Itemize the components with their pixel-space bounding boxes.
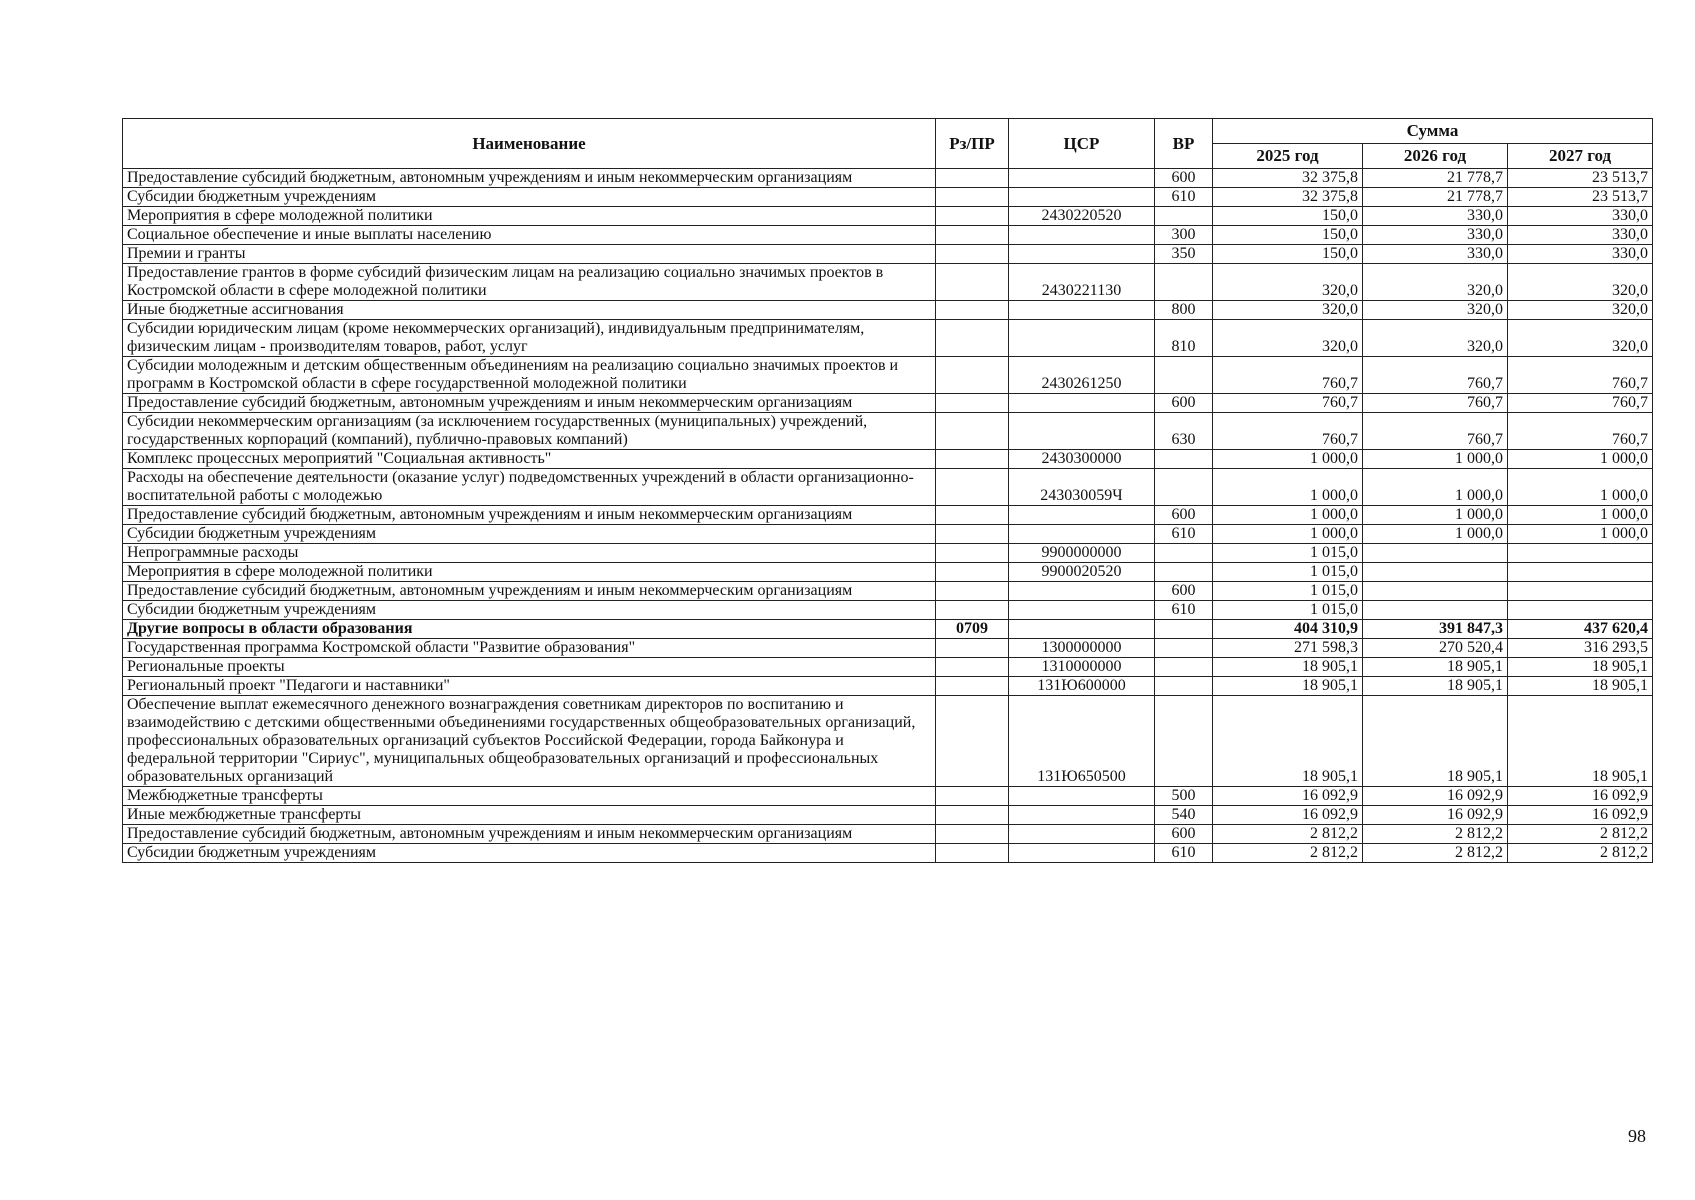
table-row bbox=[123, 301, 1653, 320]
cell-sum-2025: 1 015,0 bbox=[1213, 582, 1363, 601]
cell-name: Предоставление грантов в форме субсидий физическим лицам на реализацию социально значимых проектов в Костромской области в сфере молодежной политики bbox=[123, 264, 936, 301]
cell-vr bbox=[1155, 544, 1213, 563]
cell-vr bbox=[1155, 469, 1213, 506]
cell-name: Предоставление субсидий бюджетным, автономным учреждениям и иным некоммерческим организациям bbox=[123, 582, 936, 601]
cell-sum-2025: 760,7 bbox=[1213, 413, 1363, 450]
cell-sum-2025: 271 598,3 bbox=[1213, 639, 1363, 658]
cell-rzpr bbox=[936, 787, 1009, 806]
cell-name: Субсидии бюджетным учреждениям bbox=[123, 188, 936, 207]
cell-csr bbox=[1009, 582, 1155, 601]
table-row bbox=[123, 169, 1653, 188]
budget-table bbox=[122, 118, 1653, 863]
cell-sum-2027 bbox=[1508, 601, 1653, 620]
cell-name: Субсидии юридическим лицам (кроме некоммерческих организаций), индивидуальным предпринимателям, физическим лицам - производителям товаров, работ, услуг bbox=[123, 320, 936, 357]
cell-sum-2026: 21 778,7 bbox=[1363, 188, 1508, 207]
cell-sum-2026: 21 778,7 bbox=[1363, 169, 1508, 188]
cell-csr: 9900020520 bbox=[1009, 563, 1155, 582]
cell-sum-2027 bbox=[1508, 582, 1653, 601]
table-row bbox=[123, 844, 1653, 863]
cell-vr: 350 bbox=[1155, 245, 1213, 264]
cell-csr: 243030059Ч bbox=[1009, 469, 1155, 506]
cell-sum-2027: 1 000,0 bbox=[1508, 506, 1653, 525]
cell-sum-2027: 2 812,2 bbox=[1508, 844, 1653, 863]
cell-sum-2025: 2 812,2 bbox=[1213, 844, 1363, 863]
table-row bbox=[123, 413, 1653, 450]
cell-sum-2025: 1 015,0 bbox=[1213, 563, 1363, 582]
cell-sum-2025: 1 000,0 bbox=[1213, 469, 1363, 506]
cell-sum-2026: 18 905,1 bbox=[1363, 696, 1508, 787]
cell-rzpr bbox=[936, 525, 1009, 544]
cell-vr bbox=[1155, 696, 1213, 787]
table-row bbox=[123, 188, 1653, 207]
cell-rzpr bbox=[936, 357, 1009, 394]
cell-csr bbox=[1009, 169, 1155, 188]
cell-rzpr bbox=[936, 207, 1009, 226]
cell-csr bbox=[1009, 787, 1155, 806]
cell-vr: 600 bbox=[1155, 394, 1213, 413]
cell-sum-2025: 150,0 bbox=[1213, 245, 1363, 264]
cell-csr bbox=[1009, 806, 1155, 825]
table-row bbox=[123, 563, 1653, 582]
cell-rzpr bbox=[936, 245, 1009, 264]
cell-rzpr bbox=[936, 188, 1009, 207]
cell-vr: 610 bbox=[1155, 188, 1213, 207]
cell-rzpr bbox=[936, 506, 1009, 525]
cell-rzpr bbox=[936, 544, 1009, 563]
cell-csr bbox=[1009, 394, 1155, 413]
cell-name: Субсидии некоммерческим организациям (за исключением государственных (муниципальных) учреждений, государственных корпораций (компаний), публично-правовых компаний) bbox=[123, 413, 936, 450]
cell-sum-2027: 1 000,0 bbox=[1508, 525, 1653, 544]
table-row bbox=[123, 620, 1653, 639]
page-number: 98 bbox=[1628, 1126, 1646, 1146]
table-row bbox=[123, 394, 1653, 413]
cell-sum-2026: 330,0 bbox=[1363, 245, 1508, 264]
cell-vr bbox=[1155, 639, 1213, 658]
cell-sum-2027 bbox=[1508, 563, 1653, 582]
cell-rzpr bbox=[936, 320, 1009, 357]
cell-vr bbox=[1155, 563, 1213, 582]
cell-sum-2027: 760,7 bbox=[1508, 357, 1653, 394]
cell-sum-2026: 270 520,4 bbox=[1363, 639, 1508, 658]
table-row bbox=[123, 506, 1653, 525]
cell-vr: 600 bbox=[1155, 169, 1213, 188]
cell-vr: 600 bbox=[1155, 582, 1213, 601]
cell-sum-2025: 1 015,0 bbox=[1213, 544, 1363, 563]
cell-sum-2026: 320,0 bbox=[1363, 301, 1508, 320]
cell-sum-2026: 18 905,1 bbox=[1363, 658, 1508, 677]
table-body bbox=[123, 169, 1653, 863]
cell-vr bbox=[1155, 658, 1213, 677]
cell-sum-2026: 1 000,0 bbox=[1363, 450, 1508, 469]
cell-rzpr bbox=[936, 601, 1009, 620]
cell-name: Межбюджетные трансферты bbox=[123, 787, 936, 806]
cell-csr: 2430261250 bbox=[1009, 357, 1155, 394]
cell-sum-2026: 2 812,2 bbox=[1363, 844, 1508, 863]
cell-name: Непрограммные расходы bbox=[123, 544, 936, 563]
cell-name: Мероприятия в сфере молодежной политики bbox=[123, 207, 936, 226]
table-row bbox=[123, 525, 1653, 544]
cell-name: Мероприятия в сфере молодежной политики bbox=[123, 563, 936, 582]
header-csr: ЦСР bbox=[1009, 119, 1155, 169]
cell-name: Обеспечение выплат ежемесячного денежного вознаграждения советникам директоров по воспитанию и взаимодействию с детскими общественными объединениями государственных общеобразовательных организаций, профессиональных образовательных организаций субъектов Российской Федерации, города Байконура и федеральной территории "Сириус", муниципальных общеобразовательных организаций и профессиональных образовательных организаций bbox=[123, 696, 936, 787]
cell-sum-2025: 18 905,1 bbox=[1213, 677, 1363, 696]
cell-rzpr bbox=[936, 563, 1009, 582]
cell-csr bbox=[1009, 413, 1155, 450]
cell-sum-2025: 32 375,8 bbox=[1213, 169, 1363, 188]
cell-csr bbox=[1009, 525, 1155, 544]
table-row bbox=[123, 320, 1653, 357]
cell-rzpr bbox=[936, 825, 1009, 844]
header-2025: 2025 год bbox=[1213, 144, 1363, 169]
cell-sum-2027: 330,0 bbox=[1508, 245, 1653, 264]
cell-sum-2027: 320,0 bbox=[1508, 264, 1653, 301]
header-2026: 2026 год bbox=[1363, 144, 1508, 169]
table-row bbox=[123, 207, 1653, 226]
cell-rzpr: 0709 bbox=[936, 620, 1009, 639]
cell-sum-2025: 2 812,2 bbox=[1213, 825, 1363, 844]
cell-csr: 2430220520 bbox=[1009, 207, 1155, 226]
cell-rzpr bbox=[936, 806, 1009, 825]
cell-sum-2027: 1 000,0 bbox=[1508, 469, 1653, 506]
cell-sum-2026: 760,7 bbox=[1363, 394, 1508, 413]
cell-rzpr bbox=[936, 469, 1009, 506]
cell-vr bbox=[1155, 207, 1213, 226]
cell-name: Субсидии бюджетным учреждениям bbox=[123, 601, 936, 620]
cell-sum-2027: 330,0 bbox=[1508, 207, 1653, 226]
cell-name: Региональный проект "Педагоги и наставники" bbox=[123, 677, 936, 696]
cell-rzpr bbox=[936, 264, 1009, 301]
cell-name: Премии и гранты bbox=[123, 245, 936, 264]
cell-name: Иные бюджетные ассигнования bbox=[123, 301, 936, 320]
cell-sum-2025: 18 905,1 bbox=[1213, 696, 1363, 787]
header-2027: 2027 год bbox=[1508, 144, 1653, 169]
cell-vr: 600 bbox=[1155, 825, 1213, 844]
cell-name: Предоставление субсидий бюджетным, автономным учреждениям и иным некоммерческим организациям bbox=[123, 825, 936, 844]
cell-sum-2025: 32 375,8 bbox=[1213, 188, 1363, 207]
cell-sum-2027: 316 293,5 bbox=[1508, 639, 1653, 658]
cell-csr bbox=[1009, 320, 1155, 357]
table-row bbox=[123, 677, 1653, 696]
cell-rzpr bbox=[936, 658, 1009, 677]
cell-name: Другие вопросы в области образования bbox=[123, 620, 936, 639]
cell-vr: 800 bbox=[1155, 301, 1213, 320]
cell-csr: 131Ю600000 bbox=[1009, 677, 1155, 696]
table-row bbox=[123, 806, 1653, 825]
cell-name: Предоставление субсидий бюджетным, автономным учреждениям и иным некоммерческим организациям bbox=[123, 506, 936, 525]
cell-sum-2025: 1 015,0 bbox=[1213, 601, 1363, 620]
cell-sum-2026: 320,0 bbox=[1363, 320, 1508, 357]
cell-vr bbox=[1155, 620, 1213, 639]
cell-sum-2025: 1 000,0 bbox=[1213, 506, 1363, 525]
cell-sum-2025: 320,0 bbox=[1213, 301, 1363, 320]
cell-csr: 2430221130 bbox=[1009, 264, 1155, 301]
table-row bbox=[123, 601, 1653, 620]
cell-sum-2027: 320,0 bbox=[1508, 320, 1653, 357]
table-row bbox=[123, 226, 1653, 245]
cell-sum-2025: 150,0 bbox=[1213, 226, 1363, 245]
cell-rzpr bbox=[936, 450, 1009, 469]
cell-name: Расходы на обеспечение деятельности (оказание услуг) подведомственных учреждений в области организационно-воспитательной работы с молодежью bbox=[123, 469, 936, 506]
cell-sum-2025: 1 000,0 bbox=[1213, 525, 1363, 544]
cell-rzpr bbox=[936, 639, 1009, 658]
header-name: Наименование bbox=[123, 119, 936, 169]
table-row bbox=[123, 544, 1653, 563]
cell-vr bbox=[1155, 450, 1213, 469]
cell-name: Предоставление субсидий бюджетным, автономным учреждениям и иным некоммерческим организациям bbox=[123, 169, 936, 188]
cell-sum-2027: 2 812,2 bbox=[1508, 825, 1653, 844]
cell-rzpr bbox=[936, 301, 1009, 320]
cell-sum-2026: 391 847,3 bbox=[1363, 620, 1508, 639]
cell-sum-2027 bbox=[1508, 544, 1653, 563]
cell-vr: 610 bbox=[1155, 601, 1213, 620]
cell-name: Региональные проекты bbox=[123, 658, 936, 677]
cell-sum-2027: 437 620,4 bbox=[1508, 620, 1653, 639]
cell-sum-2026: 1 000,0 bbox=[1363, 469, 1508, 506]
cell-name: Субсидии молодежным и детским общественным объединениям на реализацию социально значимых проектов и программ в Костромской области в сфере государственной молодежной политики bbox=[123, 357, 936, 394]
cell-rzpr bbox=[936, 582, 1009, 601]
cell-csr bbox=[1009, 226, 1155, 245]
cell-sum-2027: 16 092,9 bbox=[1508, 806, 1653, 825]
cell-sum-2026 bbox=[1363, 544, 1508, 563]
header-sum: Сумма bbox=[1213, 119, 1653, 144]
cell-sum-2025: 16 092,9 bbox=[1213, 787, 1363, 806]
cell-csr bbox=[1009, 301, 1155, 320]
cell-sum-2027: 760,7 bbox=[1508, 394, 1653, 413]
cell-rzpr bbox=[936, 226, 1009, 245]
cell-name: Социальное обеспечение и иные выплаты населению bbox=[123, 226, 936, 245]
cell-rzpr bbox=[936, 696, 1009, 787]
cell-sum-2026 bbox=[1363, 563, 1508, 582]
table-row bbox=[123, 825, 1653, 844]
cell-sum-2025: 150,0 bbox=[1213, 207, 1363, 226]
cell-sum-2026: 16 092,9 bbox=[1363, 787, 1508, 806]
table-row bbox=[123, 658, 1653, 677]
cell-csr: 9900000000 bbox=[1009, 544, 1155, 563]
cell-sum-2026: 1 000,0 bbox=[1363, 525, 1508, 544]
cell-sum-2026 bbox=[1363, 601, 1508, 620]
cell-csr bbox=[1009, 620, 1155, 639]
cell-sum-2027: 1 000,0 bbox=[1508, 450, 1653, 469]
table-row bbox=[123, 450, 1653, 469]
cell-vr bbox=[1155, 677, 1213, 696]
budget-table-container bbox=[122, 118, 1652, 863]
cell-sum-2027: 330,0 bbox=[1508, 226, 1653, 245]
cell-csr: 1300000000 bbox=[1009, 639, 1155, 658]
cell-sum-2025: 404 310,9 bbox=[1213, 620, 1363, 639]
cell-csr bbox=[1009, 188, 1155, 207]
cell-vr bbox=[1155, 357, 1213, 394]
cell-sum-2026: 1 000,0 bbox=[1363, 506, 1508, 525]
table-row bbox=[123, 357, 1653, 394]
cell-rzpr bbox=[936, 169, 1009, 188]
cell-rzpr bbox=[936, 677, 1009, 696]
cell-sum-2026: 18 905,1 bbox=[1363, 677, 1508, 696]
header-vr: ВР bbox=[1155, 119, 1213, 169]
cell-sum-2027: 18 905,1 bbox=[1508, 677, 1653, 696]
cell-sum-2027: 18 905,1 bbox=[1508, 658, 1653, 677]
table-row bbox=[123, 639, 1653, 658]
table-row bbox=[123, 245, 1653, 264]
cell-name: Субсидии бюджетным учреждениям bbox=[123, 525, 936, 544]
cell-sum-2027: 23 513,7 bbox=[1508, 169, 1653, 188]
cell-vr: 610 bbox=[1155, 525, 1213, 544]
cell-name: Комплекс процессных мероприятий "Социальная активность" bbox=[123, 450, 936, 469]
cell-vr: 810 bbox=[1155, 320, 1213, 357]
cell-sum-2025: 1 000,0 bbox=[1213, 450, 1363, 469]
cell-name: Субсидии бюджетным учреждениям bbox=[123, 844, 936, 863]
cell-vr: 610 bbox=[1155, 844, 1213, 863]
table-row bbox=[123, 264, 1653, 301]
cell-sum-2027: 760,7 bbox=[1508, 413, 1653, 450]
cell-csr: 2430300000 bbox=[1009, 450, 1155, 469]
cell-sum-2026 bbox=[1363, 582, 1508, 601]
cell-sum-2027: 18 905,1 bbox=[1508, 696, 1653, 787]
cell-sum-2026: 760,7 bbox=[1363, 413, 1508, 450]
cell-sum-2026: 760,7 bbox=[1363, 357, 1508, 394]
cell-csr bbox=[1009, 506, 1155, 525]
cell-sum-2027: 16 092,9 bbox=[1508, 787, 1653, 806]
cell-csr: 1310000000 bbox=[1009, 658, 1155, 677]
cell-sum-2026: 330,0 bbox=[1363, 207, 1508, 226]
cell-sum-2027: 23 513,7 bbox=[1508, 188, 1653, 207]
cell-vr bbox=[1155, 264, 1213, 301]
cell-name: Иные межбюджетные трансферты bbox=[123, 806, 936, 825]
cell-sum-2025: 18 905,1 bbox=[1213, 658, 1363, 677]
cell-vr: 540 bbox=[1155, 806, 1213, 825]
cell-sum-2025: 16 092,9 bbox=[1213, 806, 1363, 825]
cell-sum-2025: 320,0 bbox=[1213, 320, 1363, 357]
cell-vr: 600 bbox=[1155, 506, 1213, 525]
cell-rzpr bbox=[936, 394, 1009, 413]
cell-sum-2025: 760,7 bbox=[1213, 357, 1363, 394]
cell-csr bbox=[1009, 601, 1155, 620]
header-rzpr: Рз/ПР bbox=[936, 119, 1009, 169]
cell-name: Предоставление субсидий бюджетным, автономным учреждениям и иным некоммерческим организациям bbox=[123, 394, 936, 413]
table-row bbox=[123, 469, 1653, 506]
cell-sum-2026: 320,0 bbox=[1363, 264, 1508, 301]
cell-vr: 300 bbox=[1155, 226, 1213, 245]
cell-rzpr bbox=[936, 844, 1009, 863]
cell-sum-2027: 320,0 bbox=[1508, 301, 1653, 320]
cell-csr bbox=[1009, 245, 1155, 264]
cell-csr: 131Ю650500 bbox=[1009, 696, 1155, 787]
cell-name: Государственная программа Костромской области "Развитие образования" bbox=[123, 639, 936, 658]
cell-sum-2025: 760,7 bbox=[1213, 394, 1363, 413]
table-row bbox=[123, 696, 1653, 787]
cell-csr bbox=[1009, 825, 1155, 844]
table-row bbox=[123, 582, 1653, 601]
cell-rzpr bbox=[936, 413, 1009, 450]
cell-vr: 630 bbox=[1155, 413, 1213, 450]
cell-csr bbox=[1009, 844, 1155, 863]
cell-sum-2026: 330,0 bbox=[1363, 226, 1508, 245]
cell-vr: 500 bbox=[1155, 787, 1213, 806]
cell-sum-2025: 320,0 bbox=[1213, 264, 1363, 301]
table-row bbox=[123, 787, 1653, 806]
cell-sum-2026: 16 092,9 bbox=[1363, 806, 1508, 825]
cell-sum-2026: 2 812,2 bbox=[1363, 825, 1508, 844]
